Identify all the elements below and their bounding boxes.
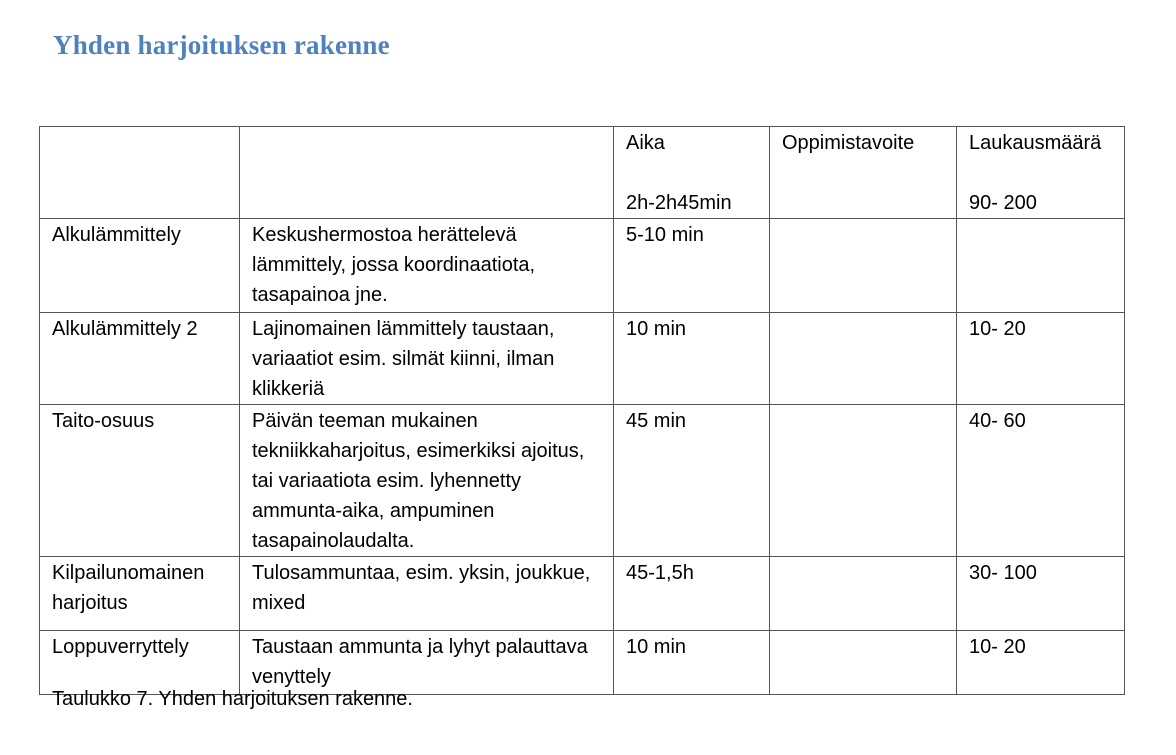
training-structure-table xyxy=(39,126,1125,695)
aika-label: Aika xyxy=(626,132,665,154)
table-row xyxy=(40,631,1125,695)
time-cell: 10 min xyxy=(614,313,770,405)
goal-cell xyxy=(770,219,957,313)
table-caption: Taulukko 7. Yhden harjoituksen rakenne. xyxy=(52,688,413,710)
time-cell: 45-1,5h xyxy=(614,557,770,631)
description-cell: Tulosammuntaa, esim. yksin, joukkue, mixed xyxy=(240,557,614,631)
shots-cell: 10- 20 xyxy=(957,313,1125,405)
time-cell: 5-10 min xyxy=(614,219,770,313)
description-cell: Keskushermostoa herättelevä lämmittely, jossa koordinaatiota, tasapainoa jne. xyxy=(240,219,614,313)
laukaus-value: 90- 200 xyxy=(969,192,1037,214)
aika-value: 2h-2h45min xyxy=(626,192,732,214)
header-cell-oppimistavoite: Oppimistavoite xyxy=(770,127,957,219)
phase-cell: Alkulämmittely xyxy=(40,219,240,313)
shots-cell: 30- 100 xyxy=(957,557,1125,631)
header-cell-laukausmaara xyxy=(957,127,1125,219)
goal-cell xyxy=(770,313,957,405)
phase-cell: Taito-osuus xyxy=(40,405,240,557)
phase-cell: Loppuverryttely xyxy=(40,631,240,695)
shots-cell: 40- 60 xyxy=(957,405,1125,557)
shots-cell xyxy=(957,219,1125,313)
time-cell: 45 min xyxy=(614,405,770,557)
header-cell-empty-2 xyxy=(240,127,614,219)
page-heading: Yhden harjoituksen rakenne xyxy=(53,30,390,60)
goal-cell xyxy=(770,557,957,631)
time-cell: 10 min xyxy=(614,631,770,695)
table-header-row xyxy=(40,127,1125,219)
shots-cell: 10- 20 xyxy=(957,631,1125,695)
table-row xyxy=(40,219,1125,313)
table-row xyxy=(40,557,1125,631)
description-cell: Taustaan ammunta ja lyhyt palauttava venyttely xyxy=(240,631,614,695)
header-cell-empty-1 xyxy=(40,127,240,219)
description-cell: Lajinomainen lämmittely taustaan, variaatiot esim. silmät kiinni, ilman klikkeriä xyxy=(240,313,614,405)
table-row xyxy=(40,405,1125,557)
table-row xyxy=(40,313,1125,405)
phase-cell: Kilpailunomainen harjoitus xyxy=(40,557,240,631)
goal-cell xyxy=(770,405,957,557)
description-cell: Päivän teeman mukainen tekniikkaharjoitus, esimerkiksi ajoitus, tai variaatiota esim. lyhennetty ammunta-aika, ampuminen tasapainolaudalta. xyxy=(240,405,614,557)
header-cell-aika xyxy=(614,127,770,219)
goal-cell xyxy=(770,631,957,695)
phase-cell: Alkulämmittely 2 xyxy=(40,313,240,405)
laukaus-label: Laukausmäärä xyxy=(969,132,1102,154)
